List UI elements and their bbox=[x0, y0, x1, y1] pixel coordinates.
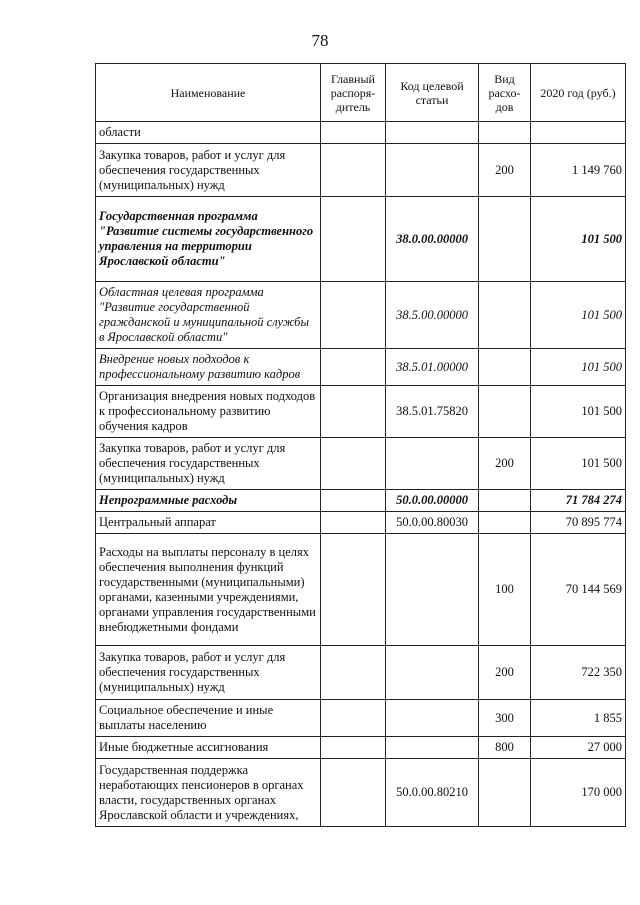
cell-admin bbox=[321, 438, 386, 490]
cell-amount: 101 500 bbox=[531, 349, 626, 386]
cell-name: Организация внедрения новых подходов к профессиональному развитию обучения кадров bbox=[96, 386, 321, 438]
table-row bbox=[96, 534, 626, 646]
cell-vid bbox=[479, 349, 531, 386]
cell-admin bbox=[321, 490, 386, 512]
cell-code: 50.0.00.00000 bbox=[386, 490, 479, 512]
cell-name: Иные бюджетные ассигнования bbox=[96, 737, 321, 759]
cell-amount: 70 144 569 bbox=[531, 534, 626, 646]
cell-vid bbox=[479, 197, 531, 282]
cell-code bbox=[386, 122, 479, 144]
header-vid: Вид расхо-дов bbox=[479, 64, 531, 122]
cell-vid: 200 bbox=[479, 144, 531, 197]
cell-vid bbox=[479, 122, 531, 144]
cell-vid: 300 bbox=[479, 700, 531, 737]
cell-code: 38.5.01.00000 bbox=[386, 349, 479, 386]
cell-admin bbox=[321, 737, 386, 759]
cell-amount: 27 000 bbox=[531, 737, 626, 759]
cell-name: Расходы на выплаты персоналу в целях обеспечения выполнения функций государственными (муниципальными) органами, казенными учреждениями, органами управления государственными внебюджетными фондами bbox=[96, 534, 321, 646]
cell-code: 38.0.00.00000 bbox=[386, 197, 479, 282]
cell-name: Закупка товаров, работ и услуг для обеспечения государственных (муниципальных) нужд bbox=[96, 438, 321, 490]
cell-amount: 70 895 774 bbox=[531, 512, 626, 534]
table-row bbox=[96, 646, 626, 700]
cell-name: Закупка товаров, работ и услуг для обеспечения государственных (муниципальных) нужд bbox=[96, 646, 321, 700]
cell-name: Центральный аппарат bbox=[96, 512, 321, 534]
cell-code bbox=[386, 438, 479, 490]
cell-name: Государственная поддержка неработающих пенсионеров в органах власти, государственных органах Ярославской области и учреждениях, bbox=[96, 759, 321, 827]
table-row bbox=[96, 144, 626, 197]
cell-amount: 722 350 bbox=[531, 646, 626, 700]
budget-table bbox=[95, 63, 626, 827]
table-row bbox=[96, 737, 626, 759]
cell-code bbox=[386, 737, 479, 759]
cell-amount: 170 000 bbox=[531, 759, 626, 827]
cell-code: 38.5.01.75820 bbox=[386, 386, 479, 438]
header-name: Наименование bbox=[96, 64, 321, 122]
table-row bbox=[96, 386, 626, 438]
cell-amount: 1 149 760 bbox=[531, 144, 626, 197]
table-row bbox=[96, 197, 626, 282]
header-admin: Главный распоря-дитель bbox=[321, 64, 386, 122]
table-row bbox=[96, 438, 626, 490]
cell-amount: 1 855 bbox=[531, 700, 626, 737]
cell-name: Закупка товаров, работ и услуг для обеспечения государственных (муниципальных) нужд bbox=[96, 144, 321, 197]
header-amount: 2020 год (руб.) bbox=[531, 64, 626, 122]
cell-admin bbox=[321, 197, 386, 282]
cell-code bbox=[386, 700, 479, 737]
table-row bbox=[96, 700, 626, 737]
cell-name: Социальное обеспечение и иные выплаты населению bbox=[96, 700, 321, 737]
cell-vid: 800 bbox=[479, 737, 531, 759]
cell-vid: 200 bbox=[479, 438, 531, 490]
cell-admin bbox=[321, 534, 386, 646]
cell-admin bbox=[321, 700, 386, 737]
cell-amount: 101 500 bbox=[531, 386, 626, 438]
cell-admin bbox=[321, 282, 386, 349]
table-header-row bbox=[96, 64, 626, 122]
cell-vid bbox=[479, 490, 531, 512]
table-body bbox=[96, 122, 626, 827]
table-row bbox=[96, 122, 626, 144]
table-row bbox=[96, 512, 626, 534]
cell-admin bbox=[321, 122, 386, 144]
cell-amount: 71 784 274 bbox=[531, 490, 626, 512]
cell-name: Внедрение новых подходов к профессиональному развитию кадров bbox=[96, 349, 321, 386]
cell-name: Государственная программа "Развитие системы государственного управления на территории Ярославской области" bbox=[96, 197, 321, 282]
cell-amount: 101 500 bbox=[531, 197, 626, 282]
cell-vid bbox=[479, 282, 531, 349]
cell-name: Областная целевая программа "Развитие государственной гражданской и муниципальной службы в Ярославской области" bbox=[96, 282, 321, 349]
cell-amount: 101 500 bbox=[531, 438, 626, 490]
table-row bbox=[96, 349, 626, 386]
cell-name: Непрограммные расходы bbox=[96, 490, 321, 512]
cell-code bbox=[386, 646, 479, 700]
cell-code: 38.5.00.00000 bbox=[386, 282, 479, 349]
page-number: 78 bbox=[311, 31, 329, 50]
table-row bbox=[96, 490, 626, 512]
cell-vid bbox=[479, 759, 531, 827]
cell-vid: 200 bbox=[479, 646, 531, 700]
header-code: Код целевой статьи bbox=[386, 64, 479, 122]
cell-admin bbox=[321, 386, 386, 438]
cell-vid: 100 bbox=[479, 534, 531, 646]
cell-admin bbox=[321, 349, 386, 386]
cell-vid bbox=[479, 512, 531, 534]
table-row bbox=[96, 282, 626, 349]
cell-code: 50.0.00.80030 bbox=[386, 512, 479, 534]
cell-amount: 101 500 bbox=[531, 282, 626, 349]
cell-code: 50.0.00.80210 bbox=[386, 759, 479, 827]
cell-name: области bbox=[96, 122, 321, 144]
cell-vid bbox=[479, 386, 531, 438]
table-row bbox=[96, 759, 626, 827]
cell-admin bbox=[321, 646, 386, 700]
cell-admin bbox=[321, 144, 386, 197]
cell-code bbox=[386, 144, 479, 197]
cell-admin bbox=[321, 759, 386, 827]
cell-code bbox=[386, 534, 479, 646]
cell-admin bbox=[321, 512, 386, 534]
cell-amount bbox=[531, 122, 626, 144]
